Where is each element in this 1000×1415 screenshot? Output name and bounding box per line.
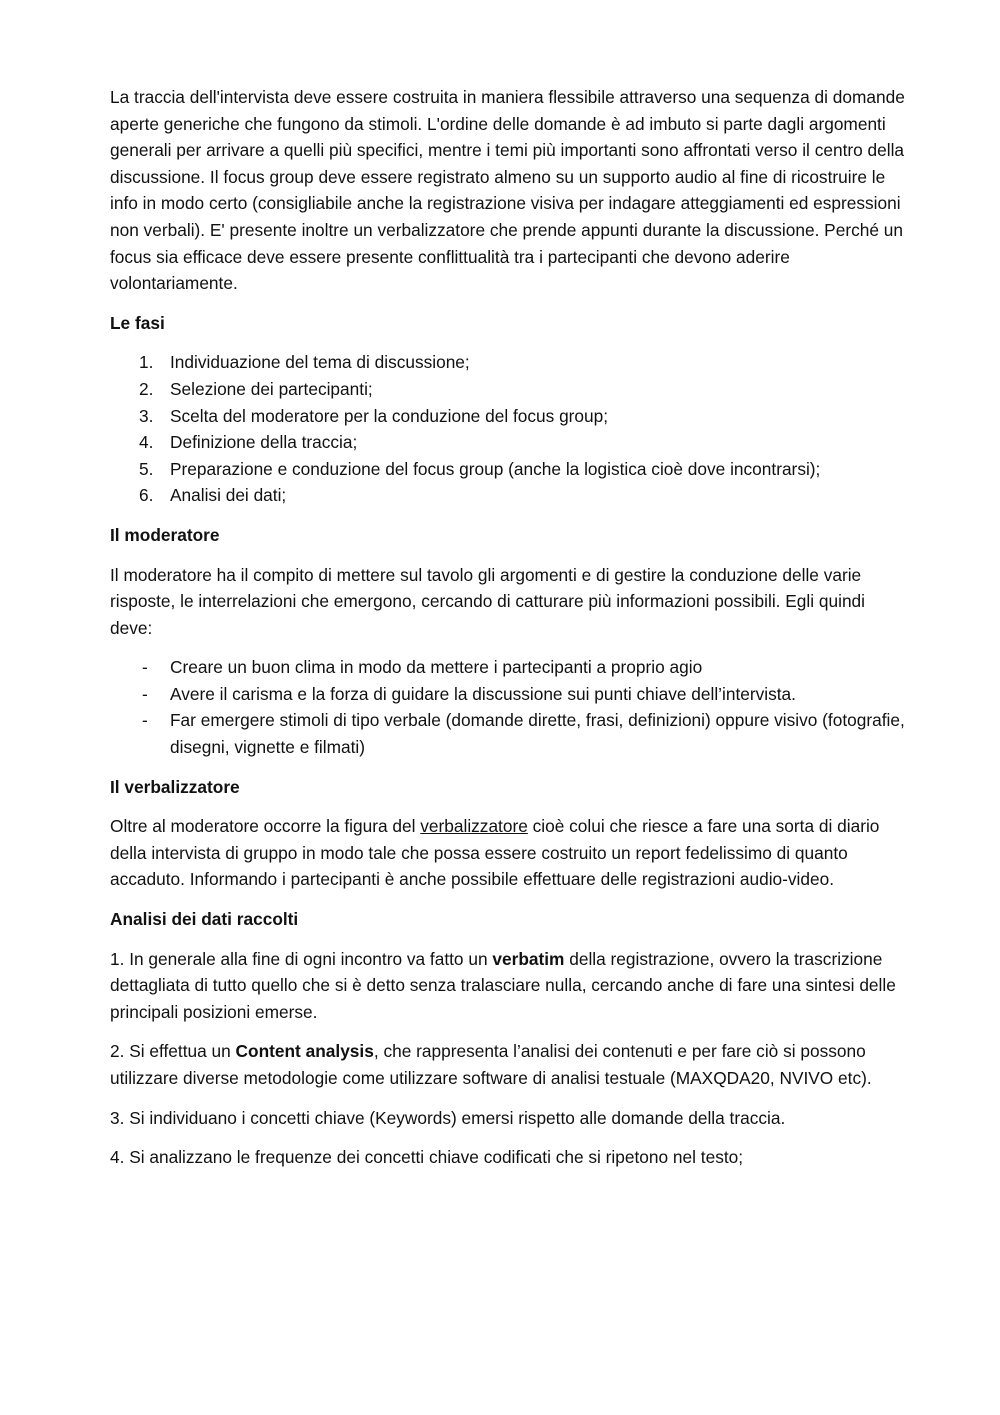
phase-text: Analisi dei dati; bbox=[170, 485, 287, 506]
analysis-heading: Analisi dei dati raccolti bbox=[110, 909, 299, 930]
phase-item bbox=[110, 349, 910, 376]
phases-list bbox=[110, 349, 910, 509]
phase-number: 3. bbox=[139, 405, 154, 426]
analysis-step-1-text-after: della registrazione, ovvero la trascrizione dettagliata di tutto quello che si è detto senza tralasciare nulla, cercando anche di fare una sintesi delle principali posizioni emerse. bbox=[110, 948, 896, 1022]
recorder-text-before: Oltre al moderatore occorre la figura del bbox=[110, 816, 421, 837]
moderator-paragraph: Il moderatore ha il compito di mettere sul tavolo gli argomenti e di gestire la conduzione delle varie risposte, le interrelazioni che emergono, cercando di catturare più informazioni possibili. Egli quindi deve: bbox=[110, 564, 866, 638]
duty-text: Far emergere stimoli di tipo verbale (domande dirette, frasi, definizioni) oppure visivo (fotografie, disegni, vignette e filmati) bbox=[170, 710, 905, 758]
phase-text: Individuazione del tema di discussione; bbox=[170, 352, 470, 373]
verbatim-term: verbatim bbox=[492, 948, 565, 969]
recorder-text-after: cioè colui che riesce a fare una sorta di diario della intervista di gruppo in modo tale che possa essere costruito un report fedelissimo di quanto accaduto. Informando i partecipanti è anche possibile effettuare delle registrazioni audio-video. bbox=[110, 816, 880, 890]
moderator-heading: Il moderatore bbox=[110, 524, 220, 545]
phase-number: 2. bbox=[139, 378, 154, 399]
phase-number: 1. bbox=[139, 352, 154, 373]
recorder-heading: Il verbalizzatore bbox=[110, 776, 240, 797]
analysis-step-2 bbox=[110, 1038, 910, 1091]
duty-item bbox=[110, 654, 910, 681]
dash-bullet: - bbox=[142, 710, 148, 731]
phase-number: 4. bbox=[139, 432, 154, 453]
content-analysis-term: Content analysis bbox=[235, 1041, 374, 1062]
analysis-step-1 bbox=[110, 946, 910, 1026]
recorder-paragraph bbox=[110, 813, 910, 893]
moderator-duties-list bbox=[110, 654, 910, 760]
duty-text: Avere il carisma e la forza di guidare la discussione sui punti chiave dell’intervista. bbox=[170, 683, 796, 704]
analysis-step-2-text-before: 2. Si effettua un bbox=[110, 1041, 236, 1062]
phase-number: 5. bbox=[139, 458, 154, 479]
analysis-step-1-text-before: 1. In generale alla fine di ogni incontro va fatto un bbox=[110, 948, 493, 969]
duty-item bbox=[110, 707, 910, 760]
duty-item bbox=[110, 681, 910, 708]
duty-text: Creare un buon clima in modo da mettere i partecipanti a proprio agio bbox=[170, 657, 703, 678]
phase-text: Scelta del moderatore per la conduzione del focus group; bbox=[170, 405, 609, 426]
phase-item bbox=[110, 456, 910, 483]
phase-item bbox=[110, 429, 910, 456]
dash-bullet: - bbox=[142, 683, 148, 704]
analysis-step-2-text-after: , che rappresenta l’analisi dei contenuti e per fare ciò si possono utilizzare diverse metodologie come utilizzare software di analisi testuale (MAXQDA20, NVIVO etc). bbox=[110, 1041, 872, 1088]
analysis-step-3: 3. Si individuano i concetti chiave (Keywords) emersi rispetto alle domande della traccia. bbox=[110, 1107, 786, 1128]
phase-item bbox=[110, 376, 910, 403]
recorder-term: verbalizzatore bbox=[420, 816, 528, 837]
intro-paragraph: La traccia dell'intervista deve essere costruita in maniera flessibile attraverso una sequenza di domande aperte generiche che fungono da stimoli. L'ordine delle domande è ad imbuto si parte dagli argomenti generali per arrivare a quelli più specifici, mentre i temi più importanti sono affrontati verso il centro della discussione. Il focus group deve essere registrato almeno su un supporto audio al fine di ricostruire le info in modo certo (consigliabile anche la registrazione visiva per indagare atteggiamenti ed espressioni non verbali). E' presente inoltre un verbalizzatore che prende appunti durante la discussione. Perché un focus sia efficace deve essere presente conflittualità tra i partecipanti che devono aderire volontariamente. bbox=[110, 87, 905, 294]
phase-item bbox=[110, 403, 910, 430]
phase-text: Selezione dei partecipanti; bbox=[170, 378, 373, 399]
dash-bullet: - bbox=[142, 657, 148, 678]
phase-item bbox=[110, 482, 910, 509]
document-page bbox=[110, 84, 910, 1184]
analysis-step-4: 4. Si analizzano le frequenze dei concetti chiave codificati che si ripetono nel testo; bbox=[110, 1147, 744, 1168]
phase-text: Definizione della traccia; bbox=[170, 432, 358, 453]
phase-number: 6. bbox=[139, 485, 154, 506]
phases-heading: Le fasi bbox=[110, 312, 165, 333]
phase-text: Preparazione e conduzione del focus group (anche la logistica cioè dove incontrarsi); bbox=[170, 458, 821, 479]
